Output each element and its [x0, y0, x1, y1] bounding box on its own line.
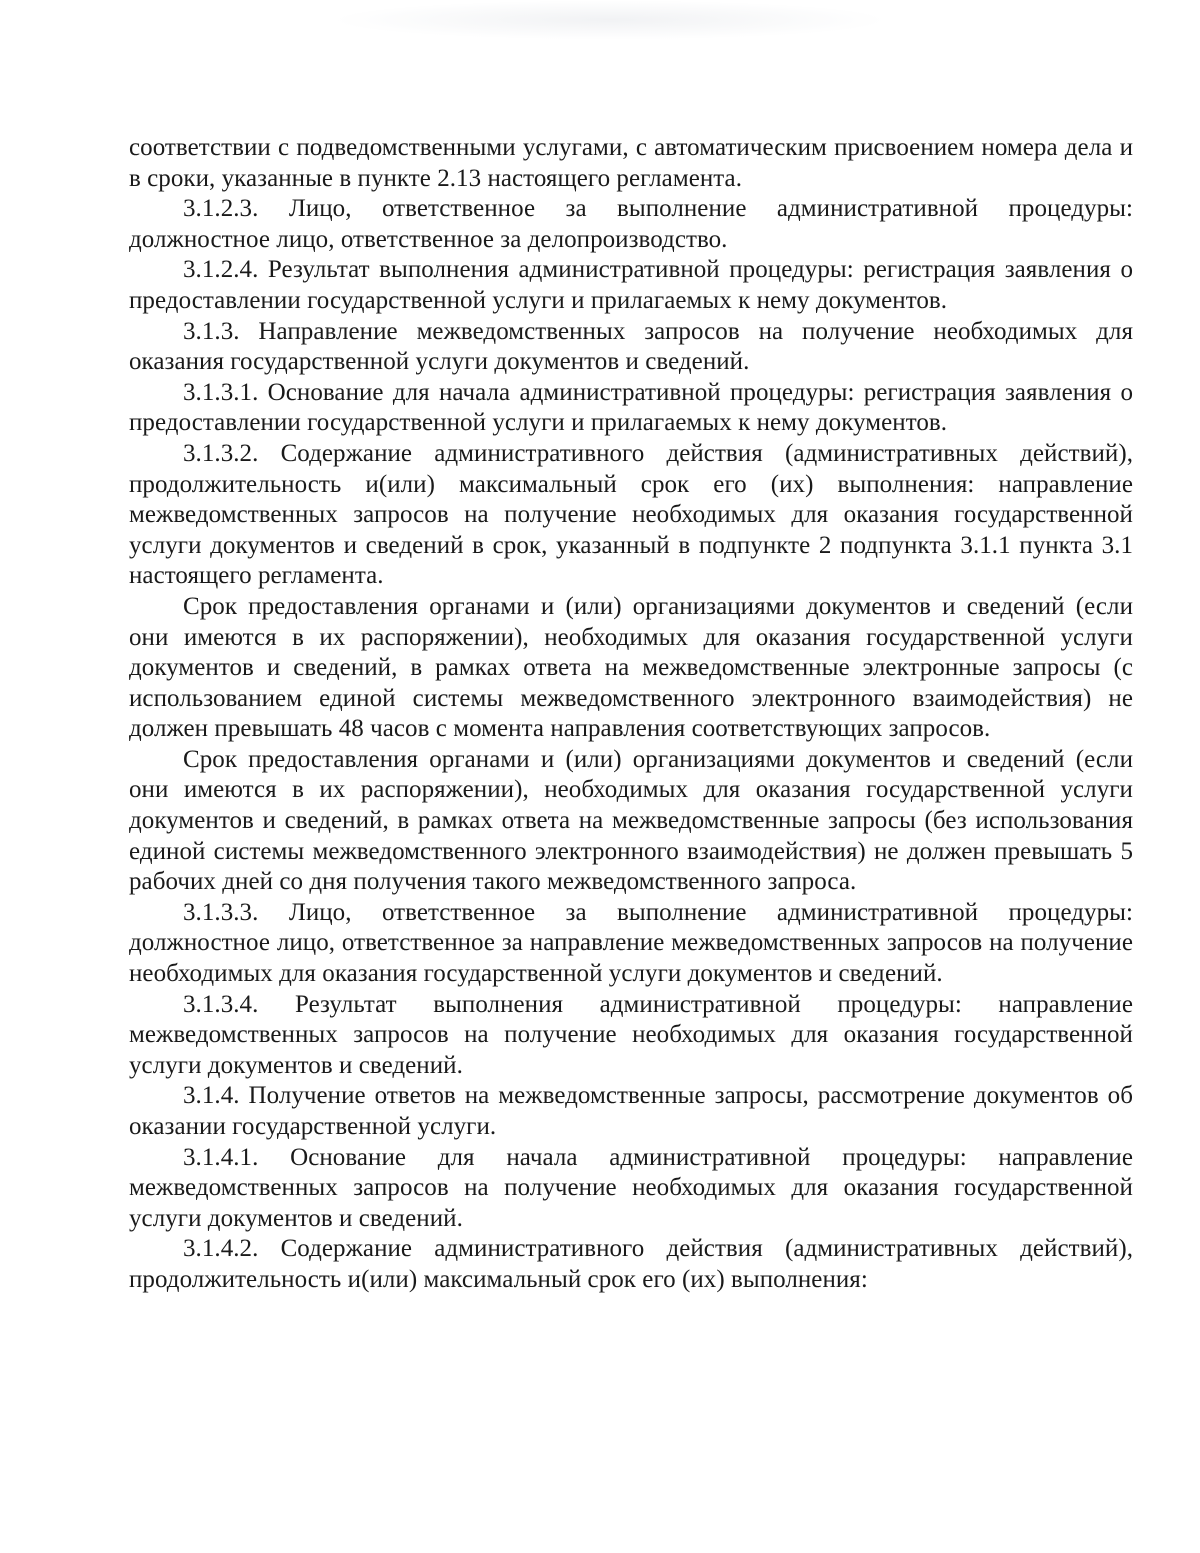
paragraph-3-1-4-2: 3.1.4.2. Содержание административного действия (административных действий), продолжительность и(или) максимальный срок его (их) выполнения:	[129, 1235, 1133, 1293]
paragraph-term-non-electronic: Срок предоставления органами и (или) организациями документов и сведений (если они имеются в их распоряжении), необходимых для оказания государственной услуги документов и сведений, в рамках ответа на межведомственные запросы (без использования единой системы межведомственного электронного взаимодействия) не должен превышать 5 рабочих дней со дня получения такого межведомственного запроса.	[129, 745, 1133, 896]
paragraph-3-1-3-1: 3.1.3.1. Основание для начала административной процедуры: регистрация заявления о предоставлении государственной услуги и прилагаемых к нему документов.	[129, 378, 1133, 437]
paragraph-3-1-3: 3.1.3. Направление межведомственных запросов на получение необходимых для оказания государственной услуги документов и сведений.	[129, 317, 1133, 376]
paragraph-3-1-2-3: 3.1.2.3. Лицо, ответственное за выполнение административной процедуры: должностное лицо, ответственное за делопроизводство.	[129, 195, 1133, 253]
paragraph-continuation: соответствии с подведомственными услугами, с автоматическим присвоением номера дела и в сроки, указанные в пункте 2.13 настоящего регламента.	[129, 134, 1133, 192]
paragraph-3-1-3-4: 3.1.3.4. Результат выполнения административной процедуры: направление межведомственных запросов на получение необходимых для оказания государственной услуги документов и сведений.	[129, 990, 1133, 1079]
paragraph-3-1-4: 3.1.4. Получение ответов на межведомственные запросы, рассмотрение документов об оказании государственной услуги.	[129, 1082, 1133, 1140]
paragraph-3-1-3-3: 3.1.3.3. Лицо, ответственное за выполнение административной процедуры: должностное лицо, ответственное за направление межведомственных запросов на получение необходимых для оказания государственной услуги документов и сведений.	[129, 898, 1133, 988]
paragraph-3-1-4-1: 3.1.4.1. Основание для начала административной процедуры: направление межведомственных запросов на получение необходимых для оказания государственной услуги документов и сведений.	[129, 1143, 1133, 1232]
paragraph-3-1-3-2: 3.1.3.2. Содержание административного действия (административных действий), продолжительность и(или) максимальный срок его (их) выполнения: направление межведомственных запросов на получение необходимых для оказания государственной услуги документов и сведений в срок, указанный в подпункте 2 подпункта 3.1.1 пункта 3.1 настоящего регламента.	[129, 439, 1133, 590]
paragraph-term-electronic: Срок предоставления органами и (или) организациями документов и сведений (если они имеются в их распоряжении), необходимых для оказания государственной услуги документов и сведений, в рамках ответа на межведомственные электронные запросы (с использованием единой системы межведомственного электронного взаимодействия) не должен превышать 48 часов с момента направления соответствующих запросов.	[129, 592, 1133, 743]
scan-artifact	[330, 0, 890, 40]
paragraph-3-1-2-4: 3.1.2.4. Результат выполнения административной процедуры: регистрация заявления о предоставлении государственной услуги и прилагаемых к нему документов.	[129, 256, 1133, 314]
document-body	[129, 133, 1133, 1296]
